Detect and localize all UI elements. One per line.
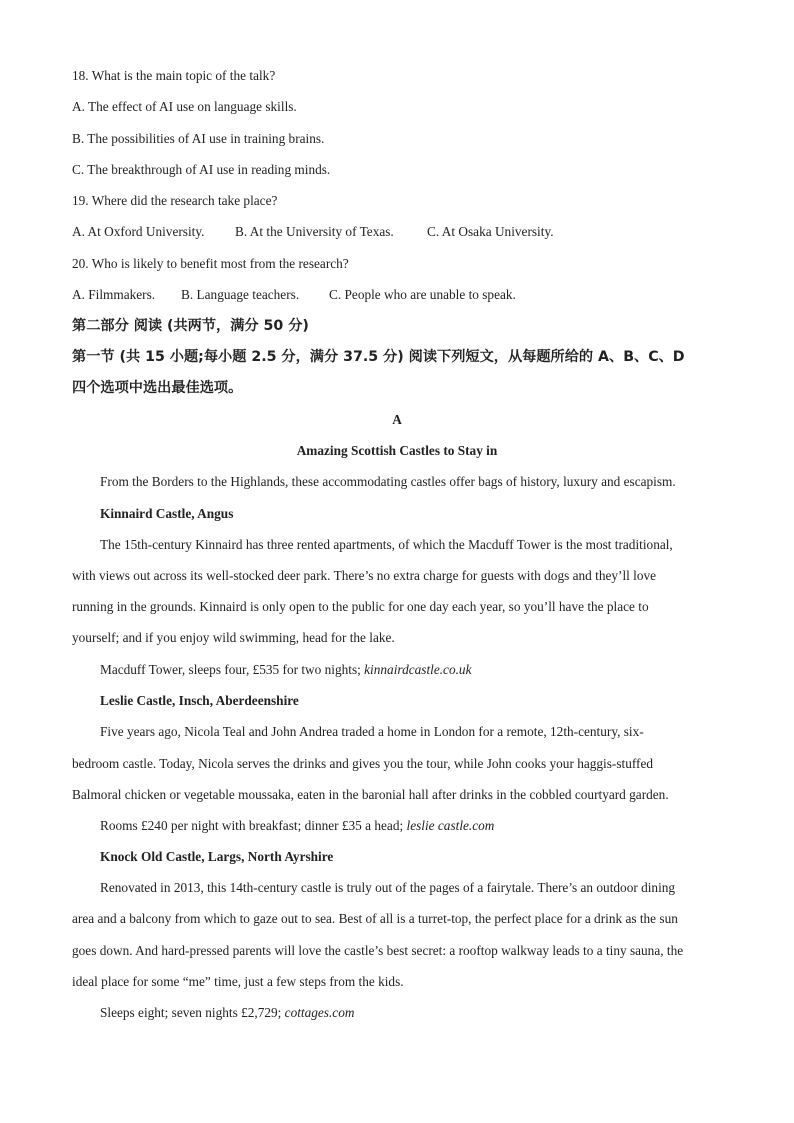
question-19-options <box>72 224 554 240</box>
question-18-option-c: C. The breakthrough of AI use in reading minds. <box>72 162 331 177</box>
castle-2-line-1: Five years ago, Nicola Teal and John Andrea traded a home in London for a remote, 12th-century, six- <box>100 724 644 739</box>
castle-1-line-3: running in the grounds. Kinnaird is only open to the public for one day each year, so you’ll have the place to <box>72 599 649 614</box>
passage-letter: A <box>392 412 402 427</box>
question-18-stem: 18. What is the main topic of the talk? <box>72 68 276 83</box>
castle-3-line-3: goes down. And hard-pressed parents will love the castle’s best secret: a rooftop walkway leads to a tiny sauna, the <box>72 943 684 958</box>
section-instruction-line-1: 第一节 (共 15 小题;每小题 2.5 分，满分 37.5 分) 阅读下列短文，从每题所给的 A、B、C、D <box>72 349 685 365</box>
question-20-option-a: A. Filmmakers. <box>72 287 156 302</box>
castle-3-line-4: ideal place for some “me” time, just a few steps from the kids. <box>72 974 404 989</box>
question-20-option-b: B. Language teachers. <box>181 287 300 302</box>
question-19-option-c: C. At Osaka University. <box>427 224 554 239</box>
castle-1-info-text: Macduff Tower, sleeps four, £535 for two nights; <box>100 662 365 677</box>
castle-3-name: Knock Old Castle, Largs, North Ayrshire <box>100 849 334 864</box>
castle-1-name: Kinnaird Castle, Angus <box>100 506 234 521</box>
castle-2-line-2: bedroom castle. Today, Nicola serves the drinks and gives you the tour, while John cooks your haggis-stuffed <box>72 756 654 771</box>
castle-2-info-text: Rooms £240 per night with breakfast; dinner £35 a head; <box>100 818 407 833</box>
castle-1-line-2: with views out across its well-stocked deer park. There’s no extra charge for guests with dogs and they’ll love <box>72 568 657 583</box>
question-19-option-b: B. At the University of Texas. <box>235 224 394 239</box>
castle-2-name: Leslie Castle, Insch, Aberdeenshire <box>100 693 299 708</box>
question-19-stem: 19. Where did the research take place? <box>72 193 278 208</box>
section-title: 第二部分 阅读 (共两节，满分 50 分) <box>72 318 309 334</box>
castle-1-line-4: yourself; and if you enjoy wild swimming, head for the lake. <box>72 630 395 645</box>
question-19-option-a: A. At Oxford University. <box>72 224 205 239</box>
question-20-stem: 20. Who is likely to benefit most from the research? <box>72 256 349 271</box>
castle-3-website: cottages.com <box>284 1005 355 1020</box>
question-20-options <box>72 287 516 303</box>
question-18-option-b: B. The possibilities of AI use in training brains. <box>72 131 325 146</box>
castle-3-line-1: Renovated in 2013, this 14th-century castle is truly out of the pages of a fairytale. There’s an outdoor dining <box>100 880 676 895</box>
castle-3-info-text: Sleeps eight; seven nights £2,729; <box>100 1005 285 1020</box>
section-instruction-line-2: 四个选项中选出最佳选项。 <box>72 380 243 396</box>
castle-1-line-1: The 15th-century Kinnaird has three rented apartments, of which the Macduff Tower is the most traditional, <box>100 537 673 552</box>
question-20-option-c: C. People who are unable to speak. <box>329 287 516 302</box>
castle-2-info <box>100 818 494 834</box>
passage-title: Amazing Scottish Castles to Stay in <box>296 443 498 458</box>
castle-2-website: leslie castle.com <box>406 818 495 833</box>
castle-1-website: kinnairdcastle.co.uk <box>364 662 472 677</box>
castle-3-line-2: area and a balcony from which to gaze out to sea. Best of all is a turret-top, the perfect place for a drink as the sun <box>72 911 678 926</box>
question-18-option-a: A. The effect of AI use on language skills. <box>72 99 297 114</box>
passage-intro: From the Borders to the Highlands, these accommodating castles offer bags of history, luxury and escapism. <box>100 474 676 489</box>
castle-3-info <box>100 1005 354 1021</box>
castle-2-line-3: Balmoral chicken or vegetable moussaka, eaten in the baronial hall after drinks in the cobbled courtyard garden. <box>72 787 669 802</box>
castle-1-info <box>100 662 472 678</box>
